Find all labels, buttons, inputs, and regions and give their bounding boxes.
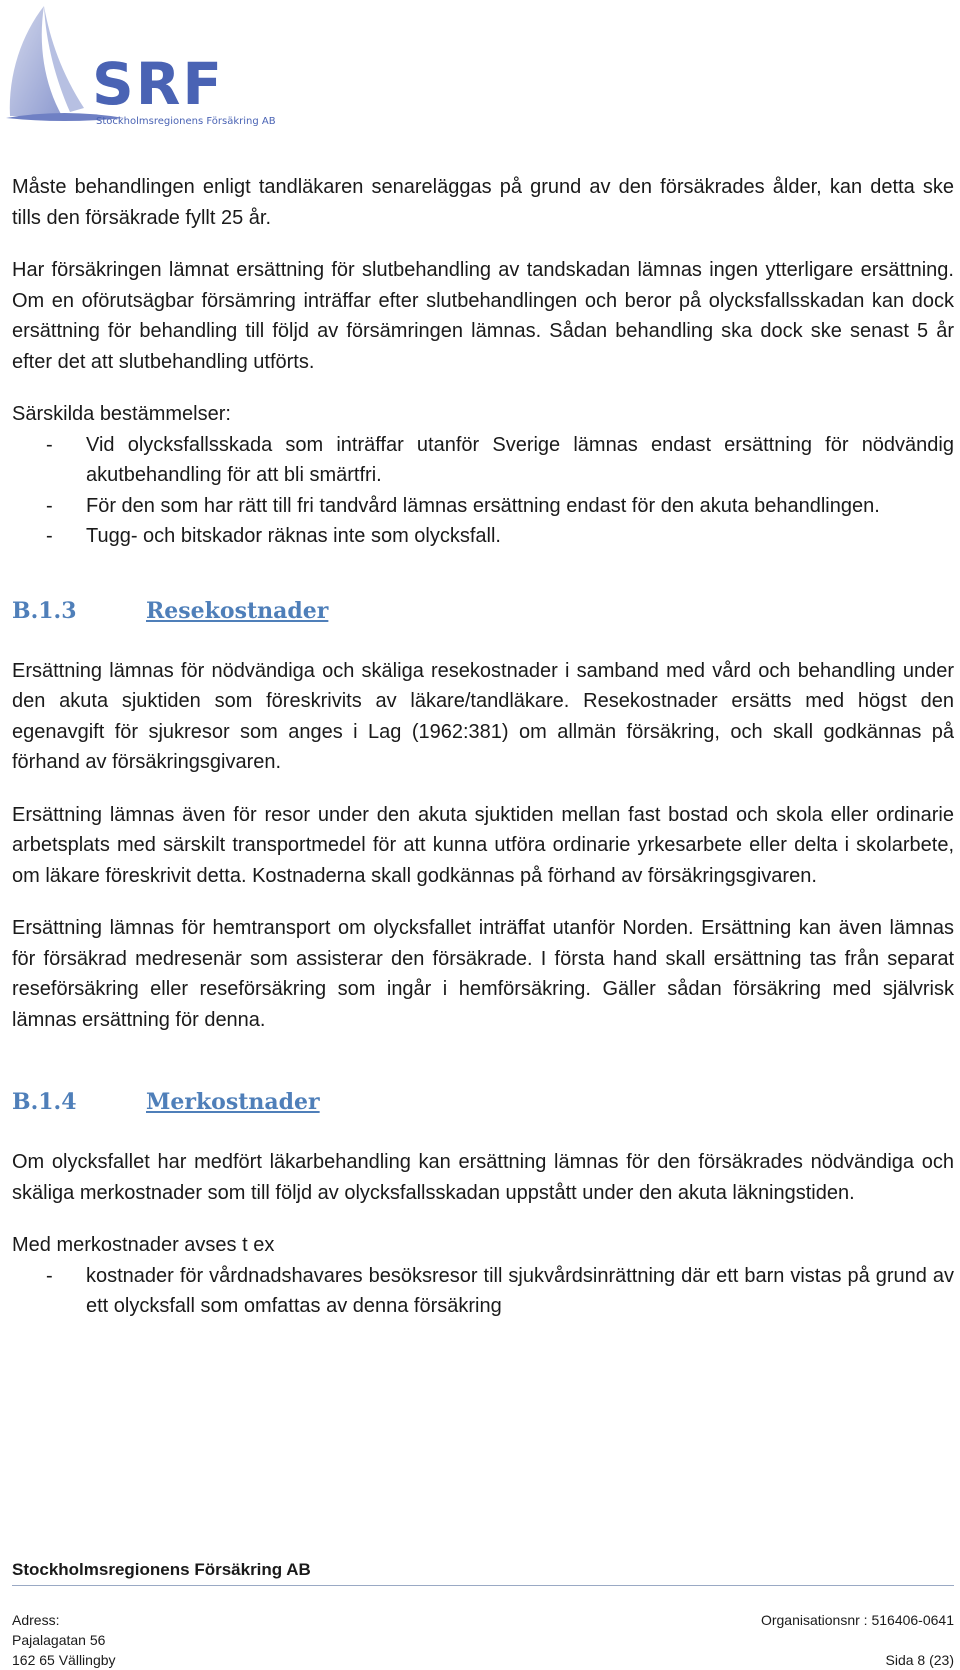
section-number: B.1.4 [12,1089,77,1115]
paragraph: Ersättning lämnas för nödvändiga och skäliga resekostnader i samband med vård och behandling under den akuta sjuktiden som föreskrivits av läkare/tandläkare. Resekostnader ersätts med högst den egenavgift för sjukresor som anges i Lag (1962:381) om allmän försäkring, och skall godkännas på förhand av försäkringsgivaren. [12,659,954,773]
dash-bullet: - [46,1264,53,1287]
paragraph: Har försäkringen lämnat ersättning för slutbehandling av tandskadan lämnas ingen ytterligare ersättning. Om en oförutsägbar försämring inträffar efter slutbehandlingen och beror på olycksfallsskadan kan dock ersättning för behandling till följd av försämringen lämnas. Sådan behandling ska dock ske senast 5 år efter det att slutbehandling utförts. [12,259,954,373]
section-heading-b14 [12,1087,954,1117]
list-item: - Vid olycksfallsskada som inträffar utanför Sverige lämnas endast ersättning för nödvändig akutbehandling för att bli smärtfri. [12,430,954,491]
list-item: - kostnader för vårdnadshavares besöksresor till sjukvårdsinrättning där ett barn vistas på grund av ett olycksfall som omfattas av denna försäkring [12,1261,954,1322]
footer-details [12,1610,954,1670]
paragraph: Ersättning lämnas för hemtransport om olycksfallet inträffat utanför Norden. Ersättning kan även lämnas för försäkrad medresenär som assisterar den försäkrade. I första hand skall ersättning tas från separat reseförsäkring eller reseförsäkring som ingår i hemförsäkring. Gäller sådan försäkring med självrisk lämnas ersättning för denna. [12,917,954,1031]
section-title: Resekostnader [146,597,329,624]
section-number: B.1.3 [12,597,77,624]
footer-divider [12,1585,954,1586]
dash-bullet: - [46,433,53,456]
page-footer [12,1559,954,1670]
paragraph: Ersättning lämnas även för resor under den akuta sjuktiden mellan fast bostad och skola eller ordinarie arbetsplats med särskilt transportmedel för att kunna utföra ordinarie yrkesarbete eller delta i skolarbete, om läkare föreskrivit detta. Kostnaderna skall godkännas på förhand av försäkringsgivaren. [12,803,954,887]
logo-tagline: Stockholmsregionens Försäkring AB [96,116,276,127]
paragraph: Om olycksfallet har medfört läkarbehandling kan ersättning lämnas för den försäkrades nödvändiga och skäliga merkostnader som till följd av olycksfallsskadan uppstått under den akuta läkningstiden. [12,1151,954,1204]
special-rules-list [12,430,954,552]
company-logo [4,4,276,130]
paragraph: Måste behandlingen enligt tandläkaren senareläggas på grund av den försäkrades ålder, kan detta ske tills den försäkrade fyllt 25 år. [12,176,954,229]
footer-street: Pajalagatan 56 [12,1632,106,1648]
extra-costs-list [12,1261,954,1322]
paragraph: Med merkostnader avses t ex [12,1234,275,1256]
dash-bullet: - [46,525,53,547]
footer-page-number: Sida 8 (23) [885,1652,954,1668]
footer-company: Stockholmsregionens Försäkring AB [12,1560,311,1579]
special-rules-title: Särskilda bestämmelser: [12,403,231,425]
footer-org-number: Organisationsnr : 516406-0641 [760,1612,954,1628]
logo-brand-text: SRF [92,50,225,118]
footer-city: 162 65 Vällingby [12,1652,116,1668]
section-title: Merkostnader [146,1089,320,1115]
document-body [12,172,954,1322]
footer-address-label: Adress: [12,1612,60,1628]
list-item: - För den som har rätt till fri tandvård lämnas ersättning endast för den akuta behandlingen. [12,491,954,522]
dash-bullet: - [46,494,53,517]
list-item: - Tugg- och bitskador räknas inte som olycksfall. [12,521,954,552]
section-heading-b13 [12,596,954,626]
